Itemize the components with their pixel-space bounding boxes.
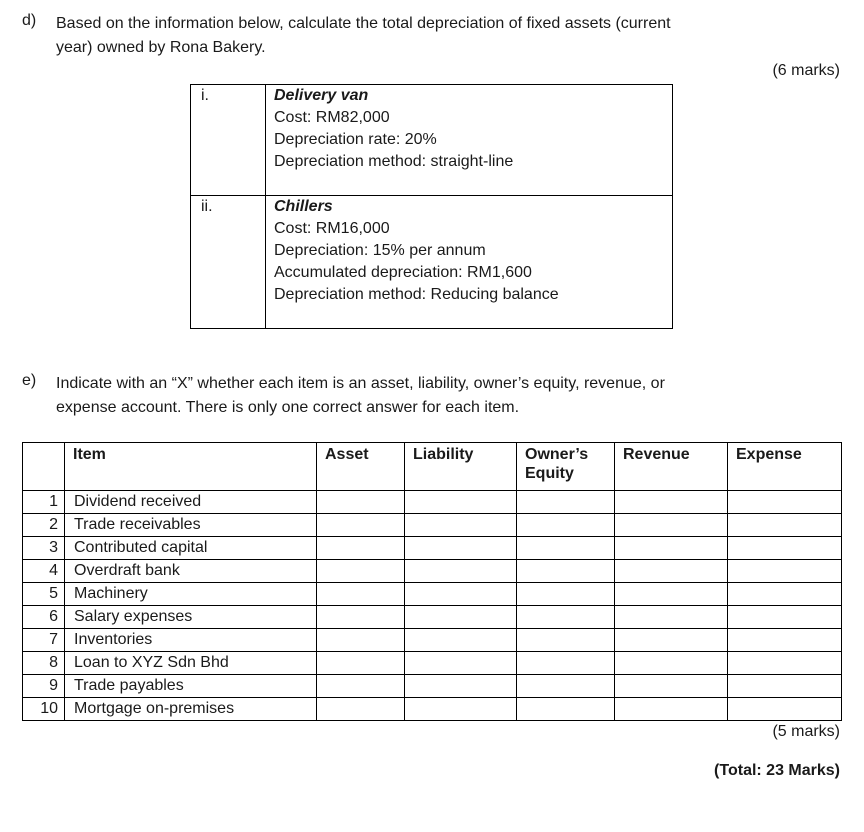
asset-title: Chillers [274,198,333,215]
question-d-line-2: year) owned by Rona Bakery. [56,39,266,56]
question-e-marks: (5 marks) [772,723,840,740]
answer-cell-revenue[interactable] [615,652,728,675]
total-marks: (Total: 23 Marks) [714,762,840,779]
answer-cell-asset[interactable] [317,537,405,560]
asset-row-delivery-van [191,85,673,196]
table-row [23,698,842,721]
answer-cell-owners-equity[interactable] [517,606,615,629]
column-header-owners-equity: Owner’s Equity [517,443,615,491]
item-name: Overdraft bank [65,560,317,583]
answer-cell-asset[interactable] [317,629,405,652]
answer-cell-asset[interactable] [317,606,405,629]
item-name: Trade payables [65,675,317,698]
answer-cell-owners-equity[interactable] [517,698,615,721]
answer-cell-expense[interactable] [728,698,842,721]
answer-cell-owners-equity[interactable] [517,560,615,583]
answer-cell-asset[interactable] [317,583,405,606]
answer-cell-revenue[interactable] [615,583,728,606]
table-row [23,675,842,698]
answer-cell-asset[interactable] [317,560,405,583]
item-name: Loan to XYZ Sdn Bhd [65,652,317,675]
asset-number: i. [191,85,266,196]
answer-cell-revenue[interactable] [615,698,728,721]
answer-cell-expense[interactable] [728,491,842,514]
question-d-marks: (6 marks) [772,62,840,79]
answer-cell-expense[interactable] [728,629,842,652]
answer-cell-revenue[interactable] [615,675,728,698]
answer-cell-owners-equity[interactable] [517,537,615,560]
question-e-label: e) [22,372,37,389]
answer-cell-liability[interactable] [405,491,517,514]
column-header-revenue: Revenue [615,443,728,491]
row-number: 3 [23,537,65,560]
item-name: Mortgage on-premises [65,698,317,721]
answer-cell-liability[interactable] [405,606,517,629]
asset-detail-line: Depreciation method: straight-line [274,153,514,170]
column-header-liability: Liability [405,443,517,491]
table-row [23,629,842,652]
answer-cell-revenue[interactable] [615,491,728,514]
asset-details [266,85,673,196]
column-header-item: Item [65,443,317,491]
answer-cell-liability[interactable] [405,537,517,560]
answer-cell-liability[interactable] [405,583,517,606]
asset-title: Delivery van [274,87,369,104]
answer-cell-expense[interactable] [728,583,842,606]
answer-cell-asset[interactable] [317,675,405,698]
row-number: 9 [23,675,65,698]
table-row [23,560,842,583]
item-name: Dividend received [65,491,317,514]
answer-cell-liability[interactable] [405,675,517,698]
table-header-row [23,443,842,491]
column-header-number [23,443,65,491]
answer-cell-asset[interactable] [317,514,405,537]
answer-cell-liability[interactable] [405,629,517,652]
question-d-line-1: Based on the information below, calculate the total depreciation of fixed assets (current [56,15,671,32]
asset-detail-line: Depreciation method: Reducing balance [274,286,559,303]
table-row [23,652,842,675]
answer-cell-liability[interactable] [405,560,517,583]
answer-cell-revenue[interactable] [615,537,728,560]
question-e-line-2: expense account. There is only one correct answer for each item. [56,399,520,416]
item-name: Trade receivables [65,514,317,537]
row-number: 1 [23,491,65,514]
answer-cell-expense[interactable] [728,652,842,675]
answer-cell-revenue[interactable] [615,606,728,629]
asset-detail-line: Depreciation: 15% per annum [274,242,486,259]
row-number: 4 [23,560,65,583]
asset-detail-line: Accumulated depreciation: RM1,600 [274,264,532,281]
table-body [23,491,842,721]
answer-cell-liability[interactable] [405,652,517,675]
question-e-line-1: Indicate with an “X” whether each item is an asset, liability, owner’s equity, revenue, or [56,375,665,392]
answer-cell-expense[interactable] [728,537,842,560]
answer-cell-expense[interactable] [728,514,842,537]
item-name: Inventories [65,629,317,652]
item-name: Salary expenses [65,606,317,629]
asset-details [266,196,673,329]
answer-cell-owners-equity[interactable] [517,583,615,606]
item-name: Machinery [65,583,317,606]
answer-cell-expense[interactable] [728,675,842,698]
row-number: 2 [23,514,65,537]
answer-cell-asset[interactable] [317,698,405,721]
row-number: 6 [23,606,65,629]
column-header-expense: Expense [728,443,842,491]
question-e-text [56,372,846,420]
table-row [23,537,842,560]
answer-cell-owners-equity[interactable] [517,514,615,537]
row-number: 8 [23,652,65,675]
answer-cell-revenue[interactable] [615,514,728,537]
item-name: Contributed capital [65,537,317,560]
row-number: 5 [23,583,65,606]
answer-cell-owners-equity[interactable] [517,652,615,675]
answer-cell-expense[interactable] [728,560,842,583]
table-row [23,491,842,514]
asset-detail-line: Cost: RM82,000 [274,109,390,126]
asset-number: ii. [191,196,266,329]
answer-cell-revenue[interactable] [615,629,728,652]
question-d-label: d) [22,12,37,29]
answer-cell-owners-equity[interactable] [517,675,615,698]
table-row [23,606,842,629]
answer-cell-owners-equity[interactable] [517,491,615,514]
table-row [23,583,842,606]
answer-cell-expense[interactable] [728,606,842,629]
depreciation-info-table [190,84,673,329]
answer-cell-revenue[interactable] [615,560,728,583]
answer-cell-liability[interactable] [405,514,517,537]
row-number: 10 [23,698,65,721]
asset-detail-line: Depreciation rate: 20% [274,131,437,148]
question-d-text [56,12,846,60]
answer-cell-asset[interactable] [317,652,405,675]
answer-cell-liability[interactable] [405,698,517,721]
column-header-asset: Asset [317,443,405,491]
answer-cell-owners-equity[interactable] [517,629,615,652]
answer-cell-asset[interactable] [317,491,405,514]
account-classification-table [22,442,842,721]
row-number: 7 [23,629,65,652]
asset-row-chillers [191,196,673,329]
asset-detail-line: Cost: RM16,000 [274,220,390,237]
table-row [23,514,842,537]
